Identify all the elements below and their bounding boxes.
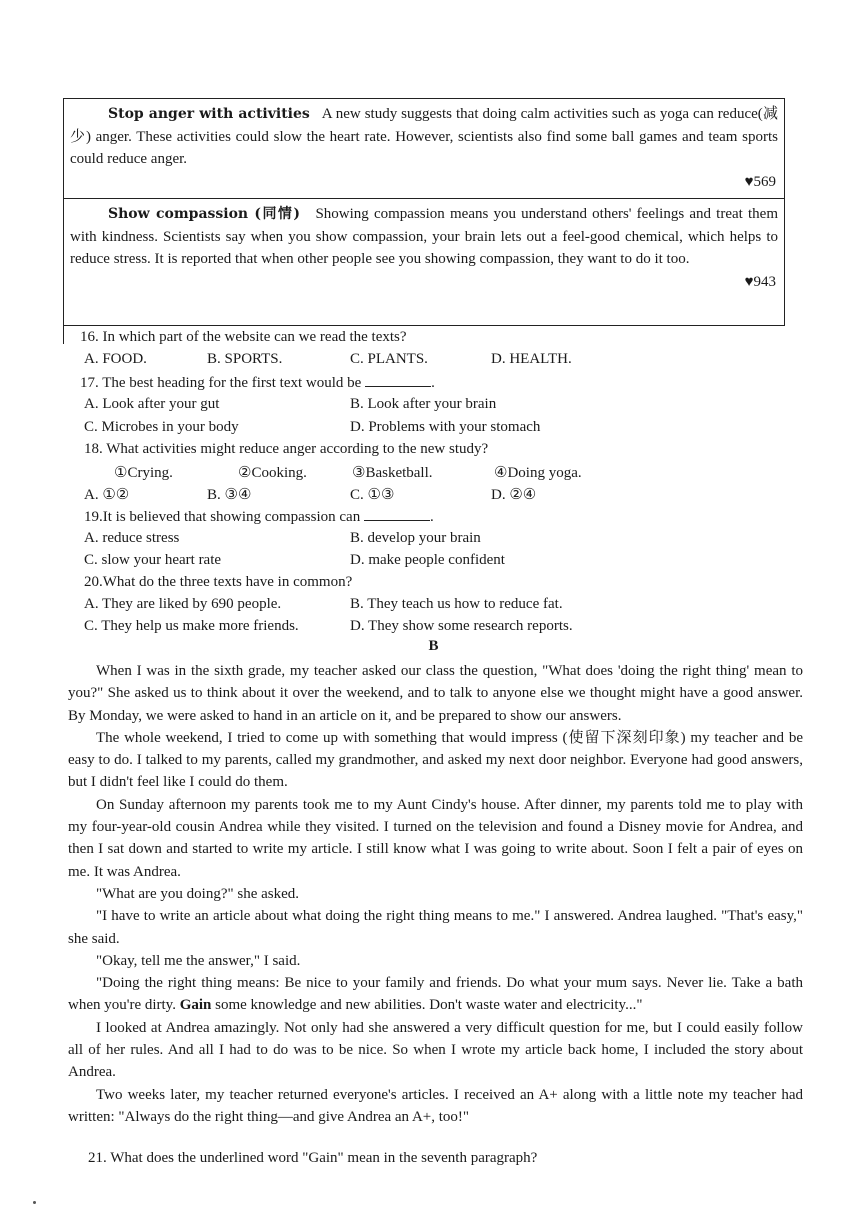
- paragraph-7: [68, 972, 803, 1017]
- paragraph-4: "What are you doing?" she asked.: [96, 885, 300, 902]
- q20-option-c[interactable]: C. They help us make more friends.: [84, 618, 299, 634]
- question-17-stem: [80, 374, 435, 392]
- question-19-stem: [84, 508, 434, 526]
- text-box-compassion: [63, 199, 785, 326]
- paragraph-5: "I have to write an article about what doing the right thing means to me." I answered. Andrea laughed. "That's easy," she said.: [68, 908, 803, 947]
- question-17-end: .: [431, 375, 435, 391]
- paragraph-8: I looked at Andrea amazingly. Not only had she answered a very difficult question for me, but I could easily follow all of her rules. And all I had to do was to be nice. So when I wrote my article back home, I included the story about Andrea.: [68, 1019, 803, 1081]
- question-19-end: .: [429, 509, 434, 525]
- q19-option-c[interactable]: C. slow your heart rate: [84, 552, 222, 568]
- q18-option-c[interactable]: C. ①③: [350, 487, 395, 503]
- q18-option-a[interactable]: A. ①②: [84, 487, 130, 503]
- question-21-stem: 21. What does the underlined word "Gain" mean in the seventh paragraph?: [88, 1150, 538, 1166]
- q19-option-a[interactable]: A. reduce stress: [84, 530, 180, 546]
- paragraph-3: On Sunday afternoon my parents took me to my Aunt Cindy's house. After dinner, my parents told me to play with my four-year-old cousin Andrea while they visited. I turned on the television and found a Disney movie for Andrea, and then I sat down and started to write my article. I still know what I was going to write about. Soon I felt a pair of eyes on me. It was Andrea.: [68, 796, 803, 880]
- box-title: Show compassion (同情): [108, 206, 300, 222]
- question-19-text: 19.It is believed that showing compassion can: [84, 509, 361, 525]
- q20-option-a[interactable]: A. They are liked by 690 people.: [84, 596, 282, 612]
- section-heading: B: [428, 638, 439, 654]
- q20-option-b[interactable]: B. They teach us how to reduce fat.: [350, 596, 563, 612]
- paragraph-2: The whole weekend, I tried to come up with something that would impress (使留下深刻印象) my teacher and be easy to do. I talked to my parents, called my grandmother, and asked my next door neighbor. Everyone had good answers, but I didn't feel like I could do them.: [68, 729, 803, 791]
- paragraph-6: "Okay, tell me the answer," I said.: [96, 952, 301, 969]
- q17-option-d[interactable]: D. Problems with your stomach: [350, 419, 541, 435]
- box-text: Showing compassion means you understand others' feelings and treat them with kindness. Scientists say when you show compassion, your brain lets out a feel-good chemical, which helps to reduce stress. It is reported that when other people see you showing compassion, they want to do it too.: [70, 206, 778, 267]
- box-text: A new study suggests that doing calm activities such as yoga can reduce(减少) anger. These activities could slow the heart rate. However, scientists also find some ball games and team sports could reduce anger.: [70, 106, 778, 167]
- box-paragraph: [70, 203, 778, 271]
- q19-option-b[interactable]: B. develop your brain: [350, 530, 481, 546]
- q18-item-2: ②Cooking.: [238, 465, 307, 481]
- question-17-text: 17. The best heading for the first text would be: [80, 375, 362, 391]
- answer-blank: [365, 374, 431, 387]
- paragraph-9: Two weeks later, my teacher returned everyone's articles. I received an A+ along with a little note my teacher had written: "Always do the right thing—and give Andrea an A+, too!": [68, 1086, 803, 1125]
- q18-item-4: ④Doing yoga.: [494, 465, 582, 481]
- q16-option-c[interactable]: C. PLANTS.: [350, 351, 428, 367]
- q19-option-d[interactable]: D. make people confident: [350, 552, 505, 568]
- q17-option-a[interactable]: A. Look after your gut: [84, 396, 220, 412]
- reading-passage: [68, 660, 803, 1128]
- q16-option-b[interactable]: B. SPORTS.: [207, 351, 283, 367]
- question-20-stem: 20.What do the three texts have in common?: [84, 574, 353, 590]
- q16-option-a[interactable]: A. FOOD.: [84, 351, 147, 367]
- like-count: ♥569: [744, 173, 776, 190]
- underlined-word-gain: Gain: [179, 997, 212, 1014]
- q18-option-d[interactable]: D. ②④: [491, 487, 537, 503]
- paragraph-7-part-1: "Doing the right thing means: Be nice to your family and friends. Do what your mum says. Never lie. Take a bath when you're dirty.: [68, 975, 803, 1014]
- q20-option-d[interactable]: D. They show some research reports.: [350, 618, 573, 634]
- scan-mark: [33, 1201, 36, 1204]
- text-box-anger: [63, 98, 785, 199]
- answer-blank: [364, 508, 430, 521]
- q17-option-b[interactable]: B. Look after your brain: [350, 396, 497, 412]
- q16-option-d[interactable]: D. HEALTH.: [491, 351, 572, 367]
- q18-item-3: ③Basketball.: [352, 465, 433, 481]
- q17-option-c[interactable]: C. Microbes in your body: [84, 419, 239, 435]
- paragraph-7-part-2: some knowledge and new abilities. Don't waste water and electricity...": [215, 997, 643, 1014]
- like-count: ♥943: [744, 273, 776, 290]
- box-border-tail: [63, 326, 64, 344]
- q18-option-b[interactable]: B. ③④: [207, 487, 252, 503]
- box-paragraph: [70, 103, 778, 171]
- q18-item-1: ①Crying.: [114, 465, 173, 481]
- box-title: Stop anger with activities: [108, 106, 310, 122]
- question-18-stem: 18. What activities might reduce anger according to the new study?: [84, 441, 489, 457]
- question-16-stem: 16. In which part of the website can we read the texts?: [80, 329, 407, 345]
- paragraph-1: When I was in the sixth grade, my teacher asked our class the question, "What does 'doing the right thing' mean to you?" She asked us to think about it over the weekend, and to talk to anyone else we thought might have a good answer. By Monday, we were asked to hand in an article on it, and be prepared to show our answers.: [68, 663, 803, 724]
